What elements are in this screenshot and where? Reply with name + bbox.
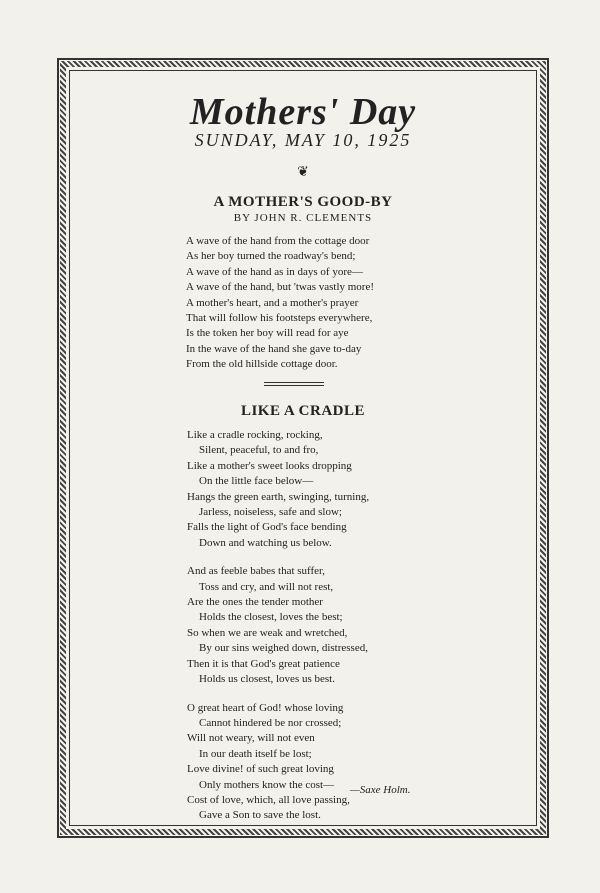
poem-line: Only mothers know the cost— bbox=[199, 778, 335, 791]
poem-line: A mother's heart, and a mother's prayer bbox=[186, 296, 359, 309]
poem-line: Hangs the green earth, swinging, turning, bbox=[187, 490, 370, 503]
poem2-title: LIKE A CRADLE bbox=[240, 403, 366, 419]
poem-line: Is the token her boy will read for aye bbox=[186, 327, 349, 340]
fleuron-icon: ❦ bbox=[297, 165, 309, 180]
poem-line: Like a cradle rocking, rocking, bbox=[187, 429, 323, 441]
poem-line: Then it is that God's great patience bbox=[187, 657, 340, 670]
poem-line: Jarless, noiseless, safe and slow; bbox=[199, 506, 342, 519]
poem-stanza bbox=[187, 564, 369, 687]
poem-line: Like a mother's sweet looks dropping bbox=[187, 459, 352, 472]
poem-line: And as feeble babes that suffer, bbox=[187, 565, 326, 578]
poem-line: A wave of the hand from the cottage door bbox=[186, 235, 370, 247]
poem-line: From the old hillside cottage door. bbox=[186, 358, 338, 371]
poem-line: In our death itself be lost; bbox=[199, 747, 312, 760]
poem-stanza bbox=[187, 428, 369, 551]
poem-line: Down and watching us below. bbox=[199, 536, 332, 549]
poem2-signature: —Saxe Holm. bbox=[350, 784, 411, 796]
poem-line: Holds the closest, loves the best; bbox=[199, 611, 343, 624]
poem-line: Cost of love, which, all love passing, bbox=[187, 793, 350, 806]
poem1-body bbox=[186, 234, 374, 373]
poem-line: Falls the light of God's face bending bbox=[187, 521, 347, 534]
poem-line: O great heart of God! whose loving bbox=[187, 701, 344, 714]
poem-stanza bbox=[187, 701, 369, 824]
poem-line: So when we are weak and wretched, bbox=[187, 626, 348, 639]
poem-line: Cannot hindered be nor crossed; bbox=[199, 716, 342, 729]
poem-line: Gave a Son to save the lost. bbox=[199, 809, 321, 822]
poem1-title: A MOTHER'S GOOD-BY bbox=[213, 194, 393, 210]
poem-line: That will follow his footsteps everywhere, bbox=[186, 312, 373, 325]
page-title: Mothers' Day bbox=[189, 91, 417, 133]
poem-line: Toss and cry, and will not rest, bbox=[199, 580, 334, 593]
section-divider bbox=[264, 382, 324, 383]
poem-line: Silent, peaceful, to and fro, bbox=[199, 444, 319, 457]
poem-line: Love divine! of such great loving bbox=[187, 763, 334, 776]
poem-line: Are the ones the tender mother bbox=[187, 596, 323, 609]
poem-line: Holds us closest, loves us best. bbox=[199, 673, 335, 686]
poem-line: By our sins weighed down, distressed, bbox=[199, 642, 368, 655]
poem-line: A wave of the hand as in days of yore— bbox=[186, 265, 363, 278]
poem-line: As her boy turned the roadway's bend; bbox=[186, 250, 356, 263]
poem-line: Will not weary, will not even bbox=[187, 732, 315, 745]
poem-line: In the wave of the hand she gave to-day bbox=[186, 342, 362, 355]
poem1-byline: BY JOHN R. CLEMENTS bbox=[233, 212, 373, 224]
poem-line: On the little face below— bbox=[199, 475, 314, 488]
poem2-body bbox=[187, 428, 369, 837]
page-date: SUNDAY, MAY 10, 1925 bbox=[194, 130, 412, 150]
poem-line: A wave of the hand, but 'twas vastly more! bbox=[186, 281, 375, 294]
